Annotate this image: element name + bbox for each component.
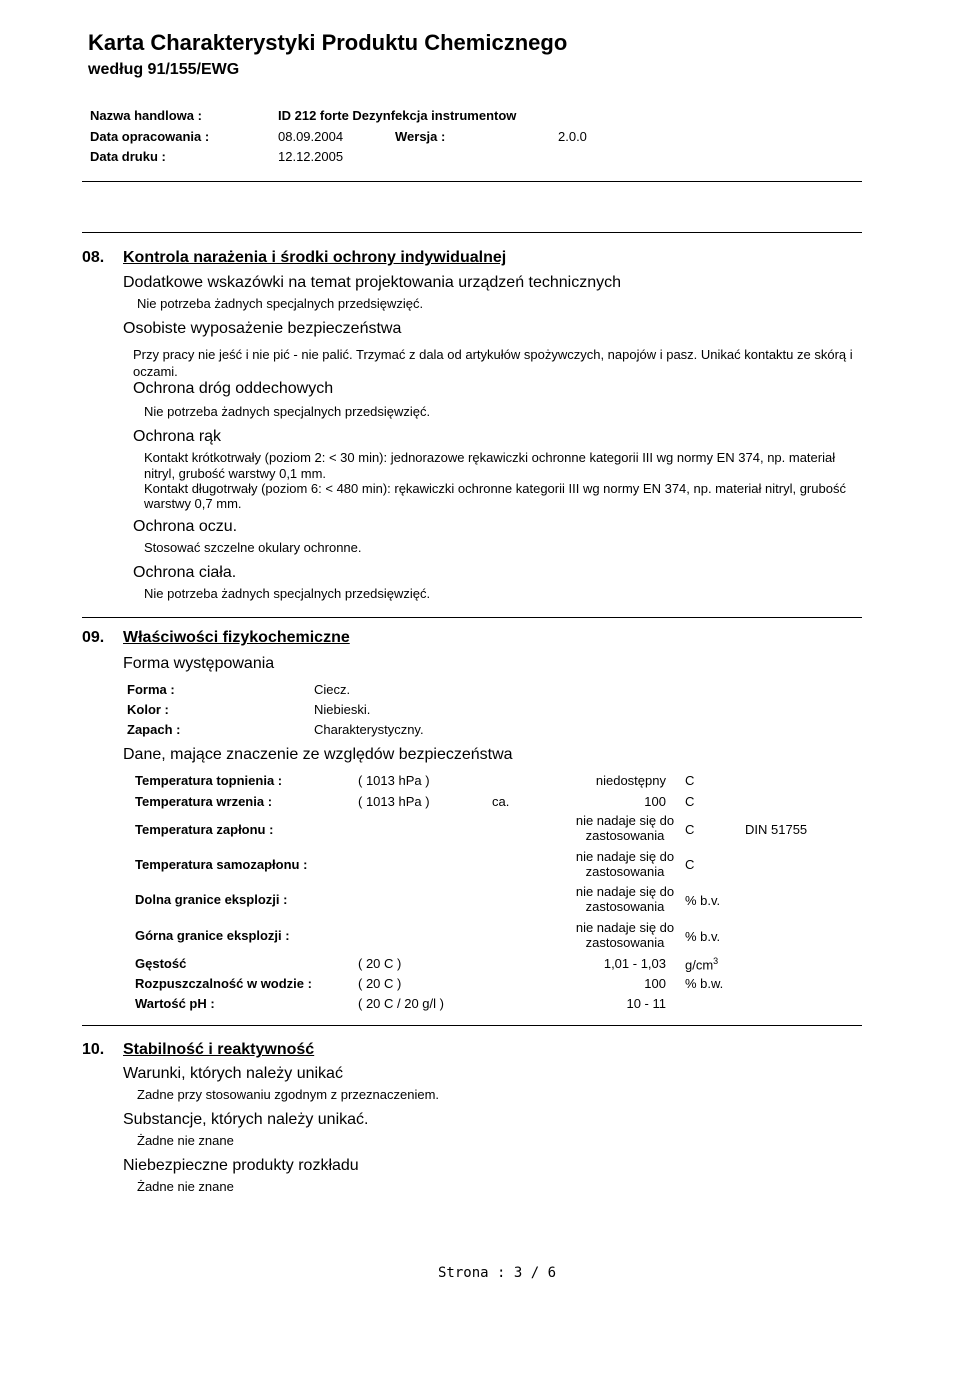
property-label: Temperatura zapłonu : [135, 822, 274, 837]
decomposition-text: Żadne nie znane [137, 1179, 234, 1194]
ppe-heading: Osobiste wyposażenie bezpieczeństwa [123, 320, 402, 337]
avoid-substances-text: Żadne nie znane [137, 1133, 234, 1148]
property-label: Dolna granice eksplozji : [135, 892, 288, 907]
section-09-divider [82, 617, 862, 618]
version-value: 2.0.0 [558, 129, 587, 144]
property-label: Temperatura samozapłonu : [135, 857, 308, 872]
color-value: Niebieski. [314, 702, 371, 717]
document-title: Karta Charakterystyki Produktu Chemicznego [88, 30, 568, 55]
form-value: Ciecz. [314, 682, 351, 697]
property-label: Rozpuszczalność w wodzie : [135, 976, 312, 991]
odor-label: Zapach : [127, 722, 181, 737]
eye-protection-text: Stosować szczelne okulary ochronne. [144, 540, 362, 555]
ppe-text-line-2: oczami. [133, 364, 178, 379]
hand-protection-heading: Ochrona rąk [133, 428, 222, 445]
hand-protection-text-1: Kontakt krótkotrwały (poziom 2: < 30 min): jednorazowe rękawiczki ochronne kategorii III wg normy EN 374, np. materiał [144, 450, 836, 465]
print-date-value: 12.12.2005 [278, 149, 344, 164]
property-unit: C [685, 773, 695, 788]
property-condition: ( 1013 hPa ) [358, 773, 430, 788]
property-unit: C [685, 794, 695, 809]
property-value: nie nadaje się do zastosowania [575, 849, 675, 879]
section-09-number: 09. [82, 629, 105, 646]
safety-data-heading: Dane, mające znaczenie ze względów bezpieczeństwa [123, 746, 513, 763]
property-unit: C [685, 857, 695, 872]
property-label: Wartość pH : [135, 996, 215, 1011]
hand-protection-text-4: warstwy 0,7 mm. [144, 496, 242, 511]
section-10-divider [82, 1025, 862, 1026]
property-unit: % b.v. [685, 893, 721, 908]
avoid-substances-heading: Substancje, których należy unikać. [123, 1111, 369, 1128]
property-unit-text: g/cm [685, 957, 714, 973]
color-label: Kolor : [127, 702, 169, 717]
prep-date-value: 08.09.2004 [278, 129, 344, 144]
property-label: Temperatura wrzenia : [135, 794, 273, 809]
section-08-title: Kontrola narażenia i środki ochrony indywidualnej [123, 249, 507, 266]
property-note: DIN 51755 [745, 822, 808, 837]
property-value: 10 - 11 [626, 996, 666, 1011]
property-label: Gęstość [135, 956, 187, 971]
resp-protection-heading: Ochrona dróg oddechowych [133, 380, 334, 397]
eng-controls-heading: Dodatkowe wskazówki na temat projektowania urządzeń technicznych [123, 274, 622, 291]
property-value: 100 [644, 794, 666, 809]
property-unit-exponent: 3 [713, 956, 719, 966]
property-value: nie nadaje się do zastosowania [575, 813, 675, 843]
hand-protection-text-3: Kontakt długotrwały (poziom 6: < 480 min): rękawiczki ochronne kategorii III wg normy EN 374, np. materiał nitryl, grubość [144, 481, 846, 496]
property-condition: ( 1013 hPa ) [358, 794, 430, 809]
property-value: 1,01 - 1,03 [603, 956, 666, 971]
property-condition: ( 20 C / 20 g/l ) [358, 996, 444, 1011]
property-unit: % b.v. [685, 929, 721, 944]
form-heading: Forma występowania [123, 655, 275, 672]
page-number: Strona : 3 / 6 [438, 1265, 557, 1281]
resp-protection-text: Nie potrzeba żadnych specjalnych przedsięwzięć. [144, 404, 431, 419]
odor-value: Charakterystyczny. [314, 722, 424, 737]
property-condition: ( 20 C ) [358, 956, 402, 971]
body-protection-text: Nie potrzeba żadnych specjalnych przedsięwzięć. [144, 586, 431, 601]
print-date-label: Data druku : [90, 149, 166, 164]
body-protection-heading: Ochrona ciała. [133, 564, 237, 581]
property-unit: % b.w. [685, 976, 724, 991]
header-divider [82, 181, 862, 182]
section-08-number: 08. [82, 249, 105, 266]
avoid-conditions-text: Zadne przy stosowaniu zgodnym z przeznaczeniem. [137, 1087, 440, 1102]
property-value: niedostępny [595, 773, 666, 788]
section-09-title: Właściwości fizykochemiczne [123, 629, 350, 646]
form-label: Forma : [127, 682, 175, 697]
property-label: Temperatura topnienia : [135, 773, 283, 788]
trade-name-label: Nazwa handlowa : [90, 108, 202, 123]
prep-date-label: Data opracowania : [90, 129, 210, 144]
property-label: Górna granice eksplozji : [135, 928, 290, 943]
section-10-number: 10. [82, 1041, 105, 1058]
property-prefix: ca. [492, 794, 510, 809]
section-10-title: Stabilność i reaktywność [123, 1041, 315, 1058]
property-unit: C [685, 822, 695, 837]
property-condition: ( 20 C ) [358, 976, 402, 991]
section-08-divider [82, 232, 862, 233]
property-value: nie nadaje się do zastosowania [575, 920, 675, 950]
document-subtitle: według 91/155/EWG [88, 61, 240, 78]
version-label: Wersja : [395, 129, 446, 144]
eye-protection-heading: Ochrona oczu. [133, 518, 238, 535]
hand-protection-text-2: nitryl, grubość warstwy 0,1 mm. [144, 466, 327, 481]
decomposition-heading: Niebezpieczne produkty rozkładu [123, 1157, 359, 1174]
property-value: 100 [644, 976, 666, 991]
property-value: nie nadaje się do zastosowania [575, 884, 675, 914]
avoid-conditions-heading: Warunki, których należy unikać [123, 1065, 343, 1082]
property-unit [685, 956, 718, 972]
trade-name-value: ID 212 forte Dezynfekcja instrumentow [278, 108, 517, 123]
eng-controls-text: Nie potrzeba żadnych specjalnych przedsięwzięć. [137, 296, 424, 311]
ppe-text-line-1: Przy pracy nie jeść i nie pić - nie palić. Trzymać z dala od artykułów spożywczych, napojów i pasz. Unikać kontaktu ze skórą i [133, 347, 853, 362]
